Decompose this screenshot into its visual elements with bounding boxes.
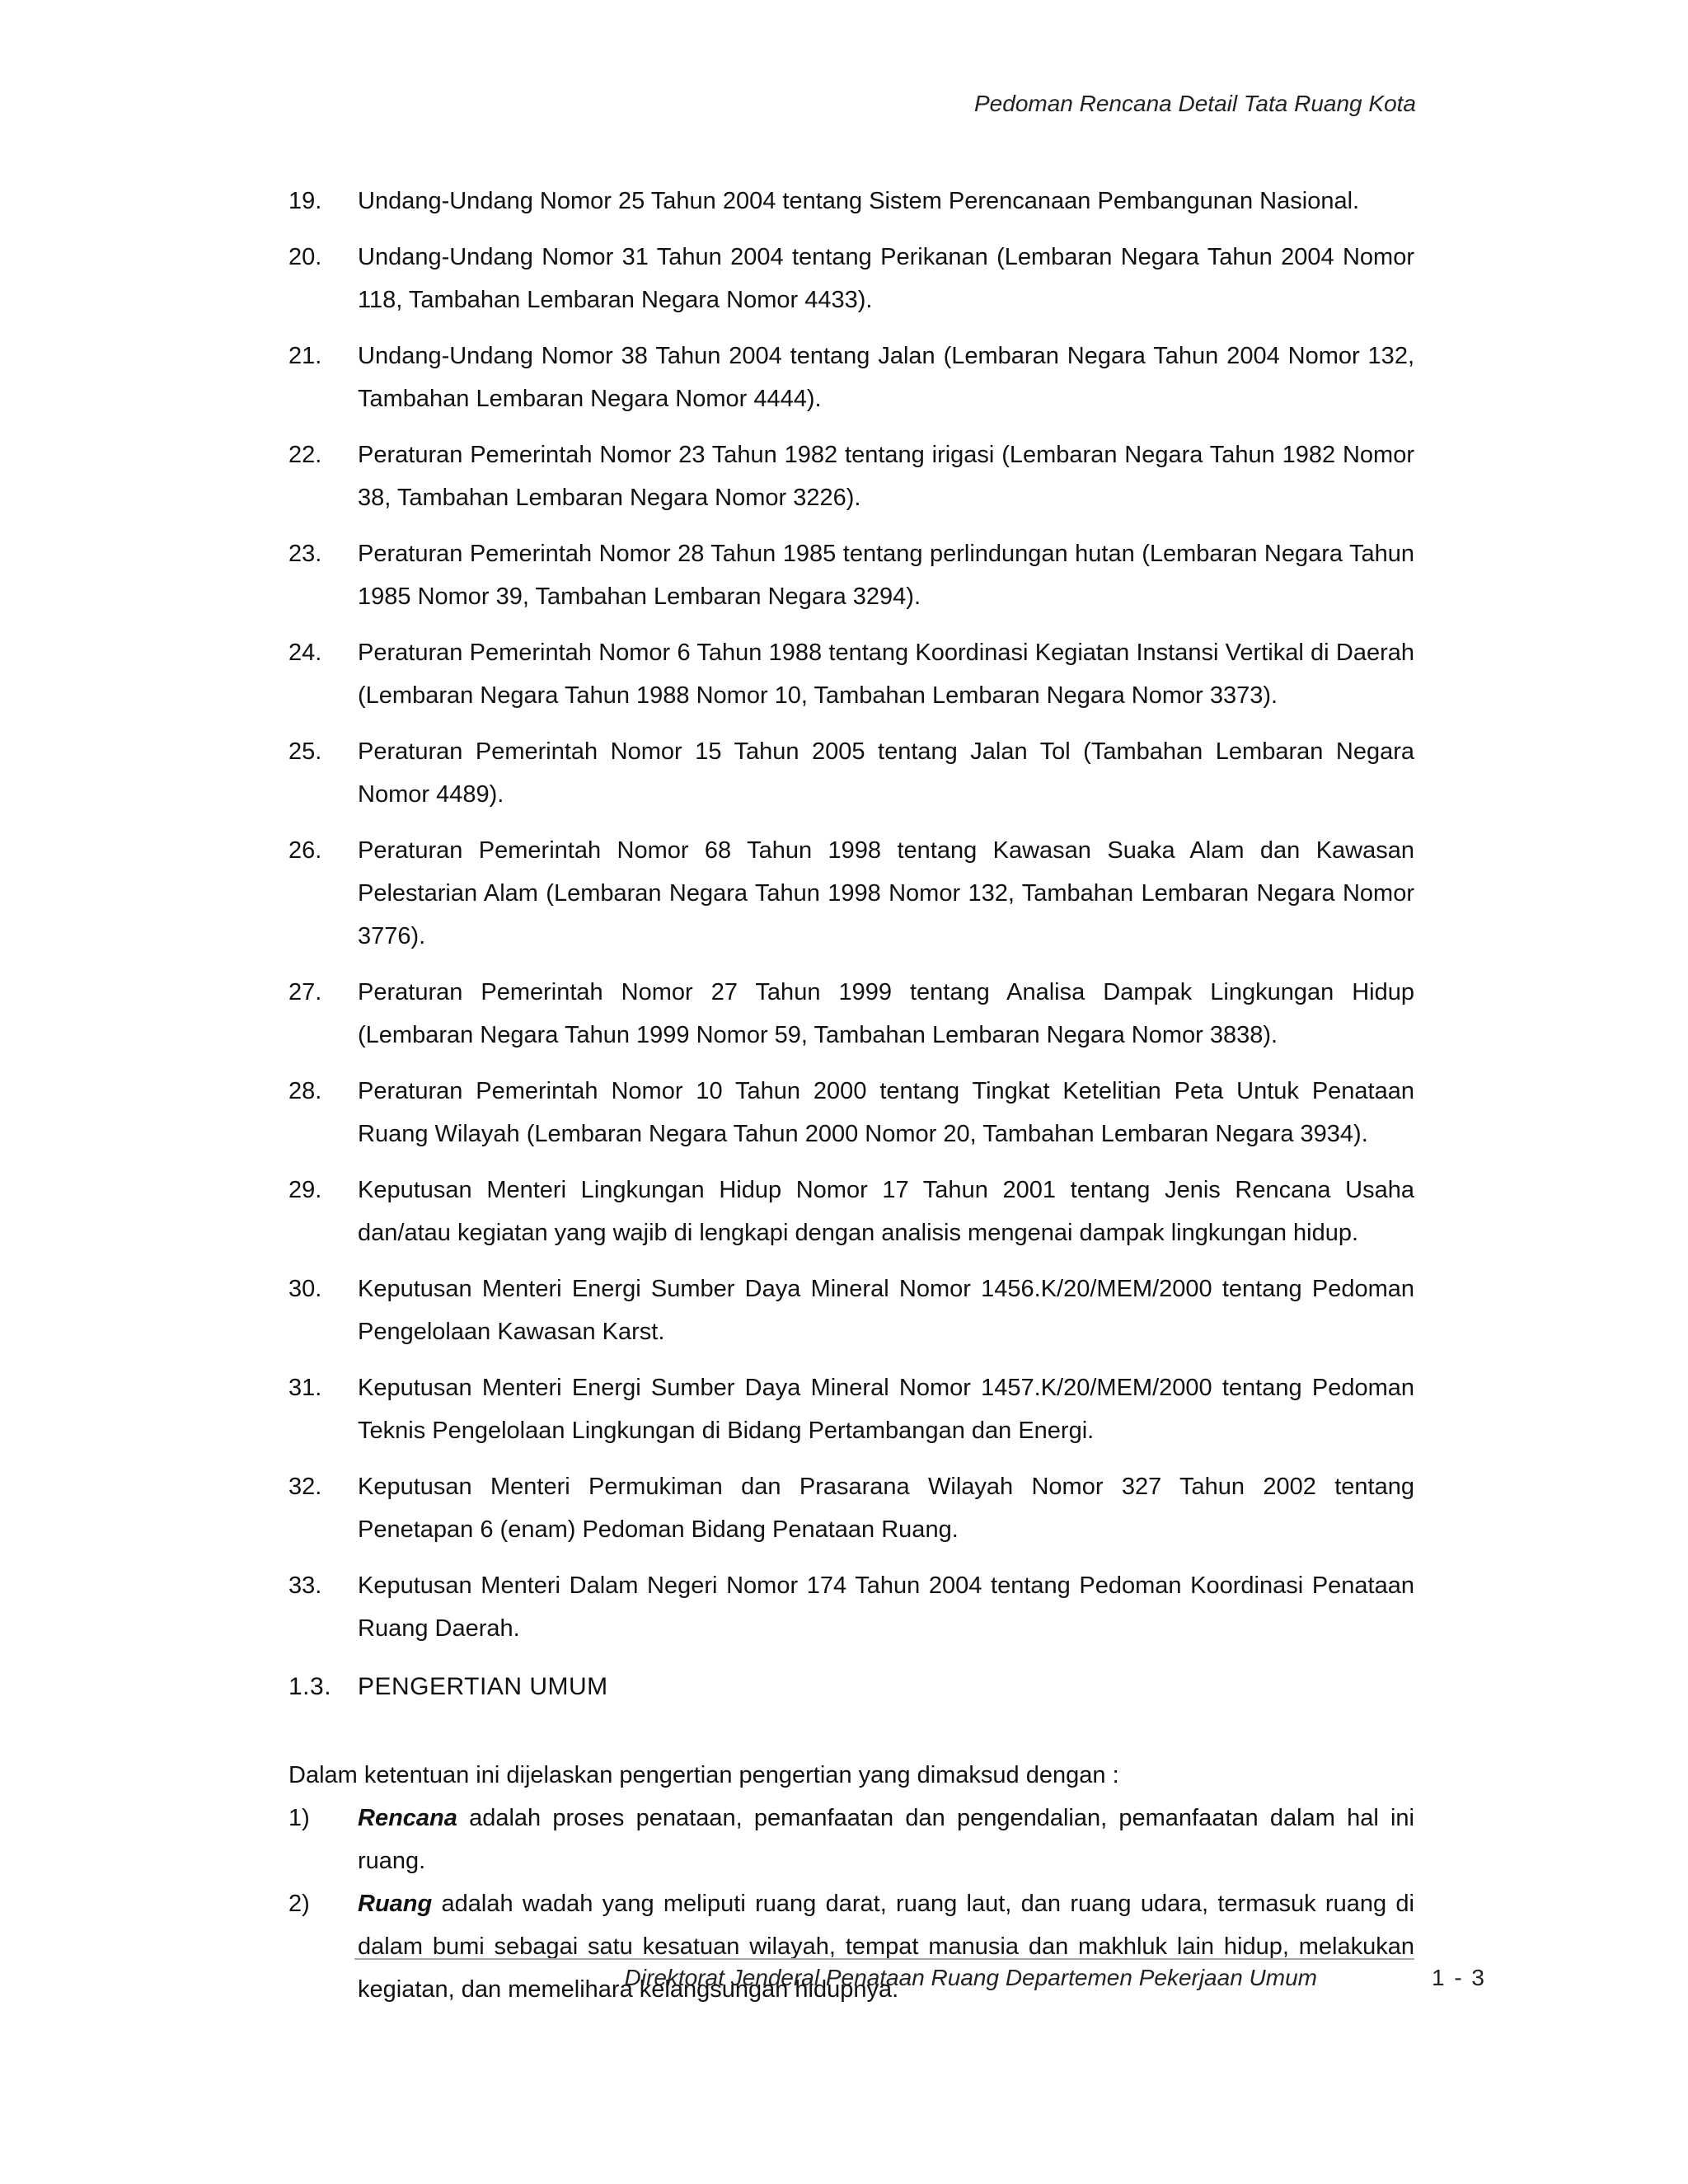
list-item bbox=[288, 631, 1414, 717]
list-item-number: 33. bbox=[288, 1572, 322, 1599]
footer-divider bbox=[354, 1958, 1414, 1960]
list-item-number: 23. bbox=[288, 541, 322, 567]
list-item bbox=[288, 236, 1414, 321]
list-item-number: 20. bbox=[288, 244, 322, 270]
list-item-number: 28. bbox=[288, 1078, 322, 1104]
list-item-text: Peraturan Pemerintah Nomor 28 Tahun 1985 tentang perlindungan hutan (Lembaran Negara Tahun 1985 Nomor 39, Tambahan Lembaran Negara 3294). bbox=[358, 541, 1414, 610]
list-item-text: Keputusan Menteri Lingkungan Hidup Nomor 17 Tahun 2001 tentang Jenis Rencana Usaha dan/atau kegiatan yang wajib di lengkapi dengan analisis mengenai dampak lingkungan hidup. bbox=[358, 1177, 1414, 1246]
intro-paragraph: Dalam ketentuan ini dijelaskan pengertian pengertian yang dimaksud dengan : bbox=[288, 1762, 1119, 1788]
list-item-text: Peraturan Pemerintah Nomor 6 Tahun 1988 tentang Koordinasi Kegiatan Instansi Vertikal di Daerah (Lembaran Negara Tahun 1988 Nomor 10, Tambahan Lembaran Negara Nomor 3373). bbox=[358, 640, 1414, 709]
list-item-number: 30. bbox=[288, 1276, 322, 1302]
list-item-number: 29. bbox=[288, 1177, 322, 1203]
list-item bbox=[288, 335, 1414, 420]
footer-text: Direktorat Jenderal Penataan Ruang Departemen Pekerjaan Umum bbox=[624, 1965, 1317, 1990]
list-item-text: Peraturan Pemerintah Nomor 68 Tahun 1998 tentang Kawasan Suaka Alam dan Kawasan Pelestarian Alam (Lembaran Negara Tahun 1998 Nomor 132, Tambahan Lembaran Negara Nomor 3776). bbox=[358, 837, 1414, 949]
definition-term: Ruang bbox=[358, 1891, 433, 1917]
section-number: 1.3. bbox=[288, 1673, 332, 1700]
list-item-number: 22. bbox=[288, 442, 322, 468]
list-item-number: 21. bbox=[288, 343, 322, 369]
definition-item bbox=[288, 1882, 1414, 2011]
list-item bbox=[288, 829, 1414, 958]
definition-item bbox=[288, 1797, 1414, 1882]
definition-body bbox=[358, 1797, 1414, 1882]
list-item-text: Peraturan Pemerintah Nomor 27 Tahun 1999 tentang Analisa Dampak Lingkungan Hidup (Lembaran Negara Tahun 1999 Nomor 59, Tambahan Lembaran Negara Nomor 3838). bbox=[358, 979, 1414, 1048]
list-item-text: Undang-Undang Nomor 25 Tahun 2004 tentang Sistem Perencanaan Pembangunan Nasional. bbox=[358, 188, 1360, 214]
definition-text: adalah proses penataan, pemanfaatan dan pengendalian, pemanfaatan dalam hal ini ruang. bbox=[358, 1805, 1414, 1874]
definition-term: Rencana bbox=[358, 1805, 457, 1831]
list-item-text: Keputusan Menteri Energi Sumber Daya Mineral Nomor 1457.K/20/MEM/2000 tentang Pedoman Teknis Pengelolaan Lingkungan di Bidang Pertambangan dan Energi. bbox=[358, 1375, 1414, 1444]
list-item-text: Peraturan Pemerintah Nomor 23 Tahun 1982 tentang irigasi (Lembaran Negara Tahun 1982 Nomor 38, Tambahan Lembaran Negara Nomor 3226). bbox=[358, 442, 1414, 511]
section-heading bbox=[288, 1673, 608, 1701]
list-item-number: 31. bbox=[288, 1375, 322, 1401]
definition-body bbox=[358, 1882, 1414, 2011]
definition-text: adalah wadah yang meliputi ruang darat, ruang laut, dan ruang udara, termasuk ruang di dalam bumi sebagai satu kesatuan wilayah, tempat manusia dan makhluk lain hidup, melakukan kegiatan, dan memelihara kelangsungan hidupnya. bbox=[358, 1891, 1414, 2003]
section-title: PENGERTIAN UMUM bbox=[358, 1673, 608, 1700]
list-item-number: 27. bbox=[288, 979, 322, 1005]
list-item bbox=[288, 1268, 1414, 1353]
list-item-text: Keputusan Menteri Dalam Negeri Nomor 174 Tahun 2004 tentang Pedoman Koordinasi Penataan Ruang Daerah. bbox=[358, 1572, 1414, 1642]
list-item bbox=[288, 1564, 1414, 1650]
list-item-text: Peraturan Pemerintah Nomor 10 Tahun 2000 tentang Tingkat Ketelitian Peta Untuk Penataan Ruang Wilayah (Lembaran Negara Tahun 2000 Nomor 20, Tambahan Lembaran Negara 3934). bbox=[358, 1078, 1414, 1147]
list-item bbox=[288, 1366, 1414, 1452]
list-item-text: Undang-Undang Nomor 38 Tahun 2004 tentang Jalan (Lembaran Negara Tahun 2004 Nomor 132, Tambahan Lembaran Negara Nomor 4444). bbox=[358, 343, 1414, 412]
list-item bbox=[288, 1070, 1414, 1155]
list-item-text: Keputusan Menteri Energi Sumber Daya Mineral Nomor 1456.K/20/MEM/2000 tentang Pedoman Pengelolaan Kawasan Karst. bbox=[358, 1276, 1414, 1345]
list-item-text: Peraturan Pemerintah Nomor 15 Tahun 2005 tentang Jalan Tol (Tambahan Lembaran Negara Nomor 4489). bbox=[358, 738, 1414, 808]
list-item bbox=[288, 180, 1414, 223]
list-item bbox=[288, 532, 1414, 618]
definition-number: 2) bbox=[288, 1891, 310, 1917]
list-item-number: 25. bbox=[288, 738, 322, 765]
reference-list bbox=[288, 180, 1414, 1663]
list-item bbox=[288, 434, 1414, 519]
list-item bbox=[288, 971, 1414, 1057]
list-item-number: 26. bbox=[288, 837, 322, 864]
definition-number: 1) bbox=[288, 1805, 310, 1831]
list-item bbox=[288, 1169, 1414, 1254]
list-item-text: Undang-Undang Nomor 31 Tahun 2004 tentang Perikanan (Lembaran Negara Tahun 2004 Nomor 118, Tambahan Lembaran Negara Nomor 4433). bbox=[358, 244, 1414, 313]
list-item bbox=[288, 1465, 1414, 1551]
list-item-number: 32. bbox=[288, 1474, 322, 1500]
list-item-text: Keputusan Menteri Permukiman dan Prasarana Wilayah Nomor 327 Tahun 2002 tentang Penetapan 6 (enam) Pedoman Bidang Penataan Ruang. bbox=[358, 1474, 1414, 1543]
page-number: 1 - 3 bbox=[1431, 1965, 1486, 1990]
list-item bbox=[288, 730, 1414, 816]
list-item-number: 19. bbox=[288, 188, 322, 214]
list-item-number: 24. bbox=[288, 640, 322, 666]
page-header-title: Pedoman Rencana Detail Tata Ruang Kota bbox=[974, 91, 1416, 116]
